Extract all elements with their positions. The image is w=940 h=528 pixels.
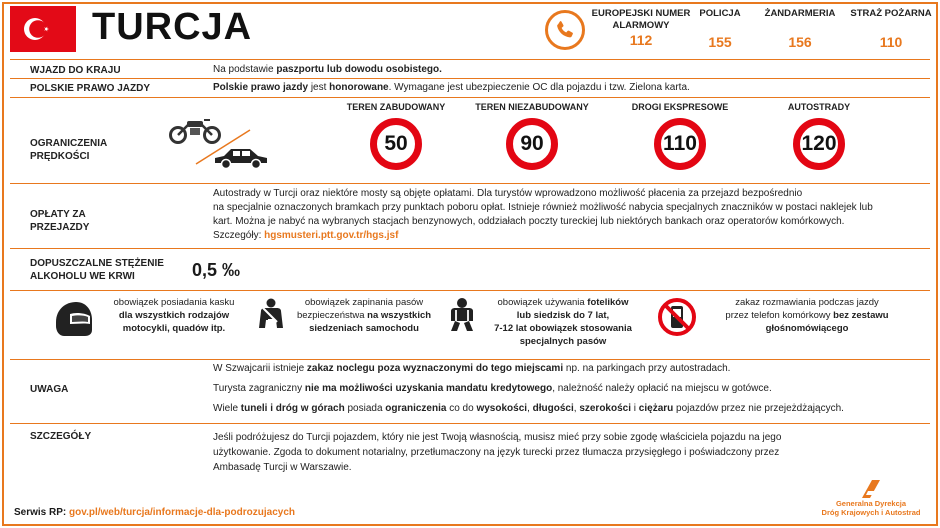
rule-line: 7-12 lat obowiązek stosowania bbox=[494, 323, 632, 334]
entry-text-pre: Na podstawie bbox=[213, 64, 277, 75]
tolls-details bbox=[213, 229, 873, 243]
rule-line: dla wszystkich rodzajów bbox=[118, 310, 230, 321]
speed-label-line: OGRANICZENIA bbox=[30, 138, 108, 149]
speed-label bbox=[30, 137, 107, 163]
speed-header-expressway: DROGI EKSPRESOWE bbox=[631, 102, 729, 112]
emergency-police bbox=[692, 8, 748, 48]
rule-line-part: przez telefon komórkowy bbox=[725, 310, 834, 321]
rule-line: głośnomówiącego bbox=[765, 323, 849, 334]
tolls-text bbox=[213, 187, 873, 243]
rule-child-seat bbox=[478, 296, 648, 348]
note-part: pojazdów przez nie przejeżdżających. bbox=[673, 403, 844, 414]
speed-header-urban: TEREN ZABUDOWANY bbox=[346, 102, 446, 112]
phone-icon bbox=[545, 10, 585, 50]
footer-service-label: Serwis RP: bbox=[14, 507, 70, 518]
rule-line: motocykli, quadów itp. bbox=[122, 323, 226, 334]
divider bbox=[10, 183, 930, 184]
emergency-fire bbox=[850, 8, 932, 48]
speed-label-line: PRĘDKOŚCI bbox=[30, 151, 90, 162]
country-title: TURCJA bbox=[92, 6, 253, 48]
note-part: i bbox=[631, 403, 639, 414]
rule-line: siedzeniach samochodu bbox=[309, 323, 419, 334]
note-part: W Szwajcarii istnieje bbox=[213, 363, 307, 374]
note-3 bbox=[213, 402, 844, 416]
divider bbox=[10, 78, 930, 79]
note-part: co do bbox=[446, 403, 477, 414]
rule-line bbox=[478, 296, 648, 309]
helmet-icon bbox=[52, 300, 94, 343]
logo-line: Generalna Dyrekcja bbox=[835, 499, 907, 508]
emergency-label: ŻANDARMERIA bbox=[764, 8, 836, 19]
note-bold: nie ma możliwości uzyskania mandatu kredytowego bbox=[304, 383, 553, 394]
gddkia-logo-text bbox=[812, 499, 930, 517]
rule-helmet bbox=[104, 296, 244, 335]
alcohol-label-line: ALKOHOLU WE KRWI bbox=[30, 271, 135, 282]
emergency-label: ALARMOWY bbox=[612, 20, 670, 31]
divider bbox=[10, 290, 930, 291]
emergency-number[interactable]: 110 bbox=[879, 34, 903, 50]
note-bold: ograniczenia bbox=[385, 403, 447, 414]
license-bold: honorowane bbox=[329, 82, 389, 93]
alcohol-label bbox=[30, 257, 164, 283]
entry-label: WJAZD DO KRAJU bbox=[30, 65, 121, 76]
rule-line: obowiązek posiadania kasku bbox=[113, 297, 235, 308]
speed-sign-motorway: 120 bbox=[793, 118, 845, 170]
tolls-line: kart. Można je nabyć na wybranych stacjach benzynowych, oddziałach poczty tureckiej lub niektórych bankach oraz operatorów komórkowych. bbox=[213, 216, 845, 227]
license-text bbox=[213, 81, 690, 95]
divider bbox=[10, 97, 930, 98]
details-line: Ambasadę Turcji w Warszawie. bbox=[213, 462, 352, 473]
entry-text bbox=[213, 63, 442, 77]
note-part: Wiele bbox=[213, 403, 241, 414]
emergency-label: STRAŻ POŻARNA bbox=[850, 8, 932, 19]
note-part: Turysta zagraniczny bbox=[213, 383, 305, 394]
emergency-number[interactable]: 155 bbox=[708, 34, 732, 50]
emergency-number[interactable]: 156 bbox=[788, 34, 812, 50]
tolls-details-label: Szczegóły: bbox=[213, 230, 265, 241]
speed-header-motorway: AUTOSTRADY bbox=[787, 102, 851, 112]
tolls-label bbox=[30, 208, 89, 234]
divider bbox=[10, 423, 930, 424]
tolls-label-line: OPŁATY ZA bbox=[30, 209, 86, 220]
emergency-label: EUROPEJSKI NUMER bbox=[591, 8, 691, 19]
note-bold: wysokości bbox=[476, 403, 528, 414]
turkey-flag-icon bbox=[10, 6, 76, 52]
emergency-european bbox=[586, 8, 696, 46]
logo-line: Dróg Krajowych i Autostrad bbox=[821, 508, 921, 517]
note-2 bbox=[213, 382, 772, 396]
note-part: , bbox=[527, 403, 533, 414]
rule-line: lub siedzisk do 7 lat, bbox=[516, 310, 610, 321]
alcohol-value: 0,5 ‰ bbox=[192, 260, 241, 280]
child-seat-icon bbox=[447, 297, 477, 340]
tolls-label-line: PRZEJAZDY bbox=[30, 222, 90, 233]
note-1 bbox=[213, 362, 730, 376]
license-post: . Wymagane jest ubezpieczenie OC dla pojazdu i tzw. Zielona karta. bbox=[388, 82, 690, 93]
note-part: posiada bbox=[344, 403, 386, 414]
notes-label: UWAGA bbox=[30, 384, 69, 395]
emergency-gendarmerie bbox=[760, 8, 840, 48]
divider bbox=[10, 248, 930, 249]
note-bold: szerokości bbox=[579, 403, 632, 414]
tolls-line: na specjalnie oznaczonych bramkach przy punktach poboru opłat. Istnieje również możliwość nabycia specjalnych znaczników w postaci naklejek lub bbox=[213, 202, 873, 213]
rule-seatbelt bbox=[284, 296, 444, 335]
rule-line bbox=[284, 309, 444, 322]
rule-line-bold: fotelików bbox=[587, 297, 629, 308]
emergency-number[interactable]: 112 bbox=[629, 32, 653, 48]
divider bbox=[10, 359, 930, 360]
tolls-line: Autostrady w Turcji oraz niektóre mosty są objęte opłatami. Dla turystów wprowadzono możliwość płacenia za przejazd bezpośrednio bbox=[213, 188, 803, 199]
note-bold: ciężaru bbox=[638, 403, 674, 414]
details-label: SZCZEGÓŁY bbox=[30, 431, 92, 442]
rule-line: zakaz rozmawiania podczas jazdy bbox=[735, 297, 879, 308]
rule-line-part: obowiązek używania bbox=[497, 297, 588, 308]
tolls-details-link[interactable]: hgsmusteri.ptt.gov.tr/hgs.jsf bbox=[264, 230, 399, 241]
alcohol-label-line: DOPUSZCZALNE STĘŻENIE bbox=[30, 258, 164, 269]
divider bbox=[10, 59, 930, 60]
note-bold: długości bbox=[532, 403, 574, 414]
seatbelt-icon bbox=[255, 298, 287, 339]
footer-service bbox=[14, 507, 295, 518]
note-part: , bbox=[573, 403, 580, 414]
note-part: , należność należy opłacić na miejscu w gotówce. bbox=[552, 383, 772, 394]
rule-line-part: bezpieczeństwa bbox=[296, 310, 368, 321]
speed-header-rural: TEREN NIEZABUDOWANY bbox=[475, 102, 589, 112]
note-bold: zakaz noclegu poza wyznaczonymi do tego miejscami bbox=[306, 363, 564, 374]
no-phone-icon bbox=[657, 297, 697, 342]
car-icon bbox=[212, 146, 270, 175]
speed-sign-expressway: 110 bbox=[654, 118, 706, 170]
entry-text-bold: paszportu lub dowodu osobistego. bbox=[276, 64, 442, 75]
rule-line-bold: bez zestawu bbox=[833, 310, 889, 321]
rule-no-phone bbox=[702, 296, 912, 335]
license-bold: Polskie prawo jazdy bbox=[213, 82, 309, 93]
details-line: użytkowanie. Zgoda to dokument notarialny, przetłumaczony na język turecki przez tłumacza przysięgłego i poświadczony przez bbox=[213, 447, 780, 458]
footer-service-link[interactable]: gov.pl/web/turcja/informacje-dla-podrozujacych bbox=[69, 507, 295, 518]
details-line: Jeśli podróżujesz do Turcji pojazdem, który nie jest Twoją własnością, musisz mieć przy sobie zgodę właściciela pojazdu na jego bbox=[213, 432, 782, 443]
rule-line: obowiązek zapinania pasów bbox=[304, 297, 424, 308]
emergency-label: POLICJA bbox=[699, 8, 741, 19]
speed-sign-rural: 90 bbox=[506, 118, 558, 170]
rule-line-bold: na wszystkich bbox=[367, 310, 432, 321]
speed-sign-urban: 50 bbox=[370, 118, 422, 170]
license-label: POLSKIE PRAWO JAZDY bbox=[30, 83, 151, 94]
license-mid: jest bbox=[308, 82, 330, 93]
rule-line: specjalnych pasów bbox=[519, 336, 607, 347]
rule-line bbox=[702, 309, 912, 322]
note-part: np. na parkingach przy autostradach. bbox=[563, 363, 731, 374]
details-text bbox=[213, 430, 781, 475]
note-bold: tuneli i dróg w górach bbox=[240, 403, 345, 414]
